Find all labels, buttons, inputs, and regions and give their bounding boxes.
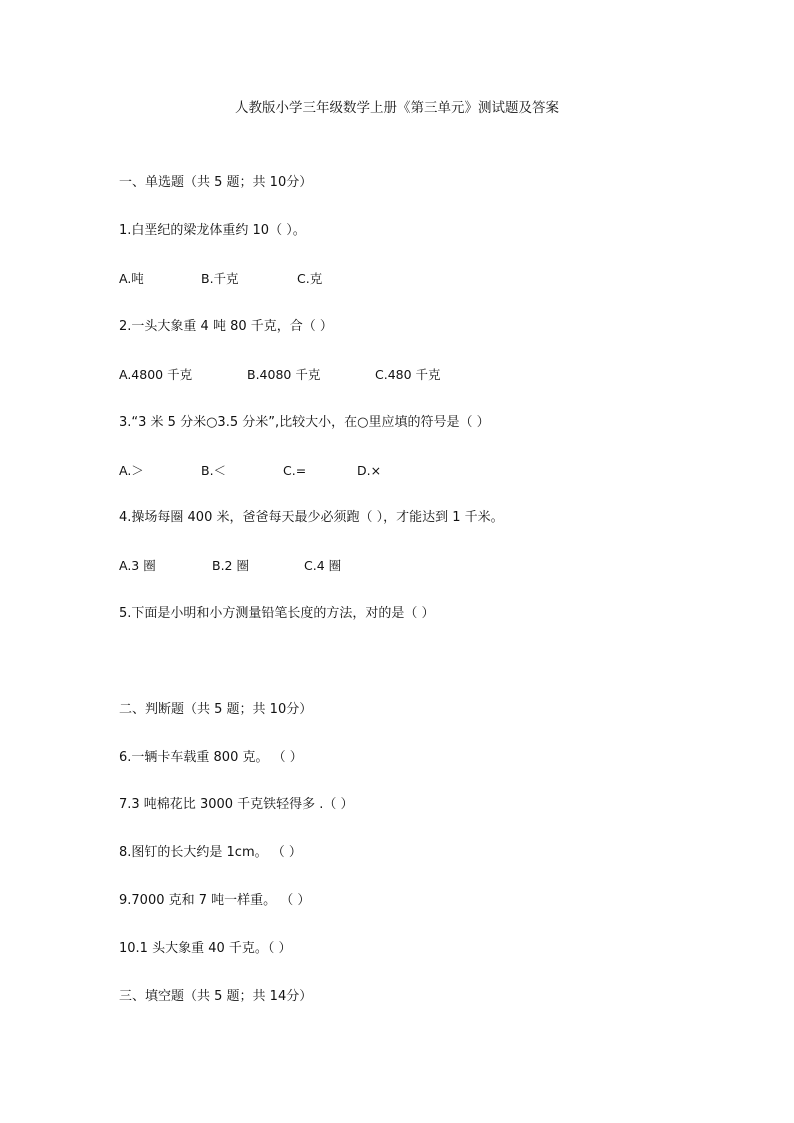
question-2-option-a: A.4800 千克	[119, 367, 193, 382]
question-1-option-a: A.吨	[119, 271, 144, 286]
section-header-fill-in: 三、填空题（共 5 题；共 14分）	[119, 989, 313, 1004]
question-7: 7.3 吨棉花比 3000 千克铁轻得多 .（ ）	[119, 797, 354, 812]
question-5: 5.下面是小明和小方测量铅笔长度的方法，对的是（ ）	[119, 606, 435, 621]
question-3: 3.“3 米 5 分米○3.5 分米”,比较大小，在○里应填的符号是（ ）	[119, 415, 490, 430]
question-6: 6.一辆卡车载重 800 克。 （ ）	[119, 750, 303, 765]
question-4-option-a: A.3 圈	[119, 558, 156, 573]
question-8: 8.图钉的长大约是 1cm。 （ ）	[119, 845, 302, 860]
question-2-option-c: C.480 千克	[375, 367, 441, 382]
question-2-option-b: B.4080 千克	[247, 367, 321, 382]
section-header-true-false: 二、判断题（共 5 题；共 10分）	[119, 702, 313, 717]
question-3-option-d: D.×	[357, 463, 382, 478]
question-2: 2.一头大象重 4 吨 80 千克，合（ ）	[119, 319, 333, 334]
question-4-option-c: C.4 圈	[304, 558, 342, 573]
question-1-option-b: B.千克	[201, 271, 239, 286]
question-1: 1.白垩纪的梁龙体重约 10（ ）。	[119, 223, 306, 238]
document-title: 人教版小学三年级数学上册《第三单元》测试题及答案	[235, 100, 559, 116]
question-3-option-a: A.＞	[119, 463, 144, 478]
question-1-option-c: C.克	[297, 271, 323, 286]
question-3-option-c: C.=	[283, 463, 307, 478]
question-4-option-b: B.2 圈	[212, 558, 249, 573]
question-3-option-b: B.＜	[201, 463, 227, 478]
question-4: 4.操场每圈 400 米，爸爸每天最少必须跑（ ），才能达到 1 千米。	[119, 510, 504, 525]
section-header-single-choice: 一、单选题（共 5 题；共 10分）	[119, 175, 313, 190]
question-10: 10.1 头大象重 40 千克。（ ）	[119, 941, 292, 956]
question-9: 9.7000 克和 7 吨一样重。 （ ）	[119, 893, 311, 908]
